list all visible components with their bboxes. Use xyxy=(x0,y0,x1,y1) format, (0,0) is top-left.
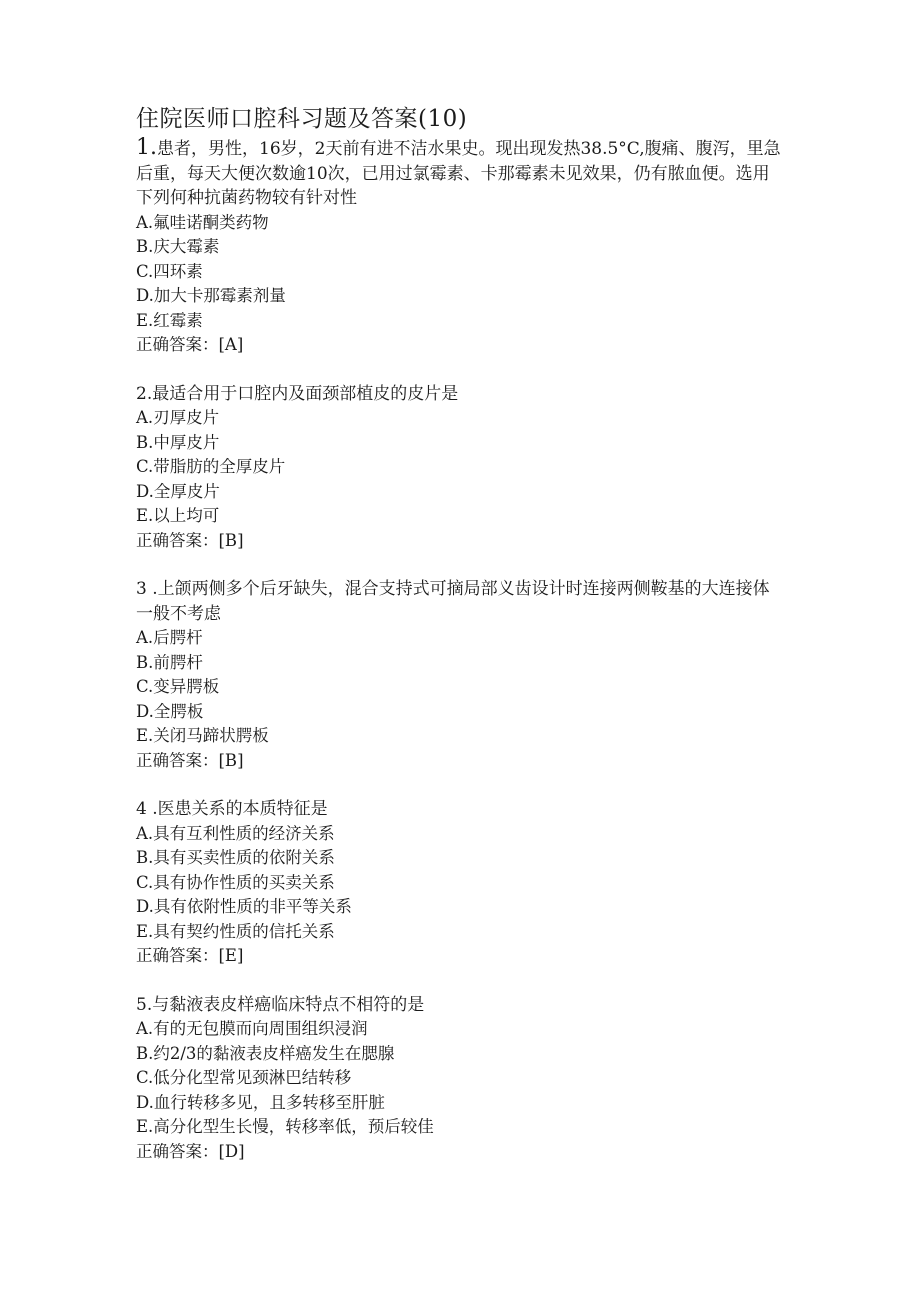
question-number: 2. xyxy=(136,383,153,404)
correct-answer: 正确答案：[B] xyxy=(136,750,244,770)
question-stem xyxy=(136,993,786,1018)
option-b: B.具有买卖性质的依附关系 xyxy=(136,848,335,867)
option-c: C.具有协作性质的买卖关系 xyxy=(136,872,335,892)
option-e: E.关闭马蹄状腭板 xyxy=(136,726,269,745)
option-c: C.带脂肪的全厚皮片 xyxy=(136,457,286,476)
question-stem xyxy=(136,797,786,822)
option-e: E.红霉素 xyxy=(136,310,203,330)
option-c: C.低分化型常见颈淋巴结转移 xyxy=(136,1068,352,1087)
question-stem xyxy=(136,382,786,407)
correct-answer: 正确答案：[A] xyxy=(136,335,244,354)
question-5 xyxy=(136,993,786,1165)
option-e: E.高分化型生长慢，转移率低，预后较佳 xyxy=(136,1117,434,1136)
option-a: A.有的无包膜而向周围组织浸润 xyxy=(136,1019,368,1038)
option-d: D.全厚皮片 xyxy=(136,481,220,501)
option-a: A.具有互利性质的经济关系 xyxy=(136,823,335,843)
option-e: E.具有契约性质的信托关系 xyxy=(136,921,335,941)
option-d: D.全腭板 xyxy=(136,701,204,721)
option-a: A.刃厚皮片 xyxy=(136,408,220,427)
question-text: 医患关系的本质特征是 xyxy=(157,799,328,819)
question-stem xyxy=(136,577,786,626)
question-text: 患者，男性，16岁，2天前有进不洁水果史。现出现发热38.5°C,腹痛、腹泻，里急后重，每天大便次数逾10次，已用过氯霉素、卡那霉素未见效果，仍有脓血便。选用下列何种抗菌药物较有针对性 xyxy=(136,139,781,208)
option-c: C.变异腭板 xyxy=(136,677,220,696)
option-d: D.具有依附性质的非平等关系 xyxy=(136,897,352,916)
document-page xyxy=(136,104,786,1188)
option-d: D.血行转移多见，且多转移至肝脏 xyxy=(136,1092,385,1112)
option-c: C.四环素 xyxy=(136,261,203,281)
option-b: B.中厚皮片 xyxy=(136,432,220,452)
question-number: 3 . xyxy=(136,579,158,599)
question-stem xyxy=(136,136,786,211)
question-1 xyxy=(136,136,786,358)
option-a: A.氟哇诺酮类药物 xyxy=(136,212,269,232)
question-3 xyxy=(136,577,786,773)
document-title: 住院医师口腔科习题及答案(10) xyxy=(136,106,468,132)
question-4 xyxy=(136,797,786,969)
question-text: 上颌两侧多个后牙缺失，混合支持式可摘局部义齿设计时连接两侧鞍基的大连接体一般不考虑 xyxy=(136,579,770,624)
option-e: E.以上均可 xyxy=(136,506,220,525)
question-number: 5. xyxy=(136,994,153,1015)
correct-answer: 正确答案：[B] xyxy=(136,530,244,550)
correct-answer: 正确答案：[D] xyxy=(136,1141,245,1161)
question-number: 4 . xyxy=(136,799,158,819)
question-2 xyxy=(136,382,786,554)
option-d: D.加大卡那霉素剂量 xyxy=(136,286,286,305)
question-number: 1. xyxy=(136,135,157,160)
option-b: B.前腭杆 xyxy=(136,652,203,672)
option-a: A.后腭杆 xyxy=(136,628,203,647)
option-b: B.约2/3的黏液表皮样癌发生在腮腺 xyxy=(136,1043,395,1063)
option-b: B.庆大霉素 xyxy=(136,237,220,256)
question-text: 与黏液表皮样癌临床特点不相符的是 xyxy=(152,994,425,1015)
question-text: 最适合用于口腔内及面颈部植皮的皮片是 xyxy=(152,383,459,404)
correct-answer: 正确答案：[E] xyxy=(136,946,244,965)
